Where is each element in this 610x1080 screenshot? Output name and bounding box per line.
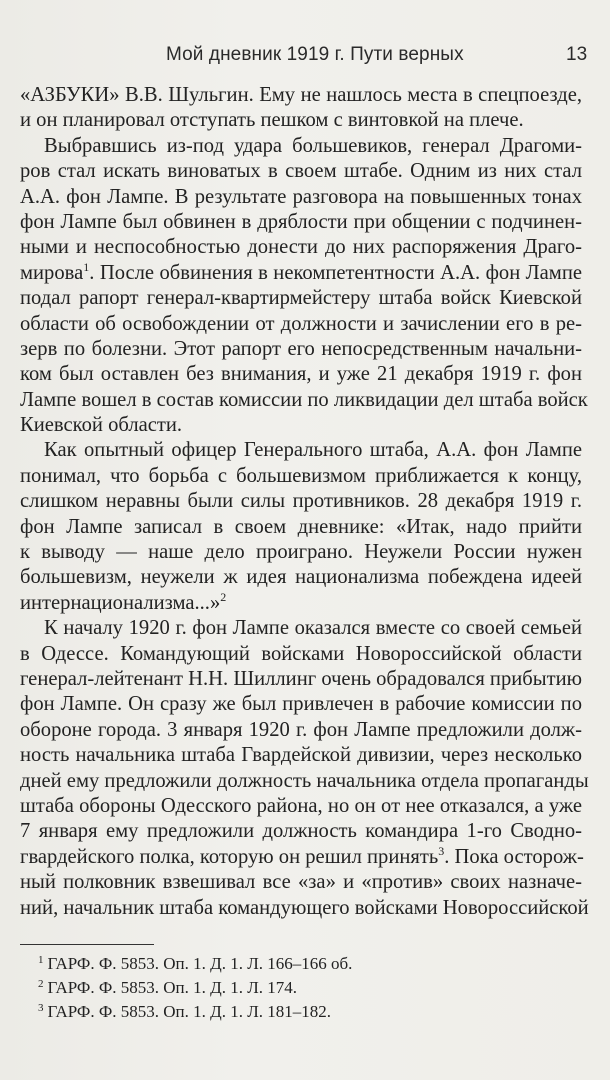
text-line-content: и он планировал отступать пешком с винтовкой на плече. xyxy=(20,109,524,132)
text-line-content: обороне города. 3 января 1920 г. фон Лампе предложили долж- xyxy=(20,718,582,741)
text-line xyxy=(20,896,589,921)
text-line-content: 7 января ему предложили должность командира 1-го Сводно- xyxy=(20,820,582,843)
footnote-text: ГАРФ. Ф. 5853. Оп. 1. Д. 1. Л. 174. xyxy=(47,978,298,997)
page-header xyxy=(0,44,610,72)
footnote-reference: 3 xyxy=(438,843,445,858)
footnote-reference: 2 xyxy=(220,589,227,604)
running-title: Мой дневник 1919 г. Пути верных xyxy=(166,44,464,65)
text-line-content: ний, начальник штаба командующего войсками Новороссийской xyxy=(20,896,589,919)
text-line xyxy=(20,464,582,489)
text-line xyxy=(20,794,582,819)
text-line xyxy=(20,743,582,768)
page-number: 13 xyxy=(566,44,588,65)
text-line-content: К началу 1920 г. фон Лампе оказался вместе со своей семьей xyxy=(44,617,582,640)
text-line xyxy=(20,565,582,590)
text-line xyxy=(20,819,582,844)
text-line-content: гвардейского полка, которую он решил принять xyxy=(20,845,439,868)
footnote xyxy=(38,1000,352,1024)
text-line xyxy=(20,210,582,235)
text-line-content: зерв по болезни. Этот рапорт его непосредственным начальни- xyxy=(20,337,582,360)
text-line xyxy=(20,108,582,133)
footnote-text: ГАРФ. Ф. 5853. Оп. 1. Д. 1. Л. 166–166 об. xyxy=(47,954,353,973)
text-line-content: дней ему предложили должность начальника отдела пропаганды xyxy=(20,769,589,792)
text-line xyxy=(20,515,582,540)
text-line-content: ный полковник взвешивал все «за» и «против» своих назначе- xyxy=(20,871,582,894)
text-line xyxy=(20,159,582,184)
text-line xyxy=(20,540,582,565)
text-line xyxy=(20,438,582,463)
text-line-content: области об освобождении от должности и зачислении его в ре- xyxy=(20,312,582,335)
text-line-content: слишком неравны были силы противников. 28 декабря 1919 г. xyxy=(20,490,582,513)
text-line-content: подал рапорт генерал-квартирмейстеру штаба войск Киевской xyxy=(20,287,582,310)
text-line-content: фон Лампе. Он сразу же был привлечен в рабочие комиссии по xyxy=(20,693,582,716)
text-line-content: фон Лампе записал в своем дневнике: «Итак, надо прийти xyxy=(20,515,582,538)
footnote-divider xyxy=(20,944,154,945)
text-line-content: ров стал искать виноватых в своем штабе. Одним из них стал xyxy=(20,160,582,183)
footnote-mark: 2 xyxy=(38,978,44,990)
text-line-content: А.А. фон Лампе. В результате разговора на повышенных тонах xyxy=(20,185,582,208)
footnote-reference: 1 xyxy=(83,259,90,274)
text-line-content: понимал, что борьба с большевизмом приближается к концу, xyxy=(20,464,582,487)
text-line xyxy=(20,286,582,311)
text-line-content: генерал-лейтенант Н.Н. Шиллинг очень обрадовался прибытию xyxy=(20,667,582,690)
text-line-continuation: . Пока осторож- xyxy=(444,845,584,868)
text-line-content: Как опытный офицер Генерального штаба, А.А. фон Лампе xyxy=(44,439,582,462)
text-line xyxy=(20,718,582,743)
body-text xyxy=(20,83,589,921)
text-line-content: Выбравшись из-под удара большевиков, генерал Драгоми- xyxy=(44,134,582,157)
text-line xyxy=(20,134,582,159)
footnote xyxy=(38,952,352,976)
text-line xyxy=(20,261,582,286)
text-line-content: ком был оставлен без внимания, и уже 21 декабря 1919 г. фон xyxy=(20,363,582,386)
text-line xyxy=(20,388,588,413)
footnote-text: ГАРФ. Ф. 5853. Оп. 1. Д. 1. Л. 181–182. xyxy=(47,1002,332,1021)
text-line xyxy=(20,667,582,692)
text-line-content: «АЗБУКИ» В.В. Шульгин. Ему не нашлось места в спецпоезде, xyxy=(20,84,582,106)
text-line-content: ными и неспособностью донести до них распоряжения Драго- xyxy=(20,236,582,259)
footnote xyxy=(38,976,352,1000)
text-line xyxy=(20,692,582,717)
text-line xyxy=(20,312,582,337)
text-line xyxy=(20,870,582,895)
text-line xyxy=(20,413,582,438)
text-line-content: ность начальника штаба Гвардейской дивизии, через несколько xyxy=(20,744,582,767)
text-line xyxy=(20,845,582,870)
text-line xyxy=(20,83,582,108)
text-line-content: в Одессе. Командующий войсками Новороссийской области xyxy=(20,642,582,665)
text-line xyxy=(20,489,582,514)
text-line-content: Киевской области. xyxy=(20,414,183,437)
text-line xyxy=(20,235,582,260)
footnote-mark: 1 xyxy=(38,954,44,966)
footnote-mark: 3 xyxy=(38,1002,44,1014)
text-line-content: к выводу — наше дело проиграно. Неужели России нужен xyxy=(20,541,582,564)
text-line-content: Лампе вошел в состав комиссии по ликвидации дел штаба войск xyxy=(20,388,588,411)
text-line xyxy=(20,337,582,362)
text-line-content: большевизм, неужели ж идея национализма побеждена идеей xyxy=(20,566,582,589)
text-line-content: штаба обороны Одесского района, но он от нее отказался, а уже xyxy=(20,794,582,817)
text-line xyxy=(20,616,582,641)
text-line-content: фон Лампе был обвинен в дряблости при общении с подчинен- xyxy=(20,210,582,233)
text-line xyxy=(20,362,582,387)
text-line-continuation: . После обвинения в некомпетентности А.А. фон Лампе xyxy=(89,261,582,284)
text-line-content: мирова xyxy=(20,261,84,284)
text-line-content: интернационализма...» xyxy=(20,591,221,614)
text-line xyxy=(20,591,582,616)
footnotes xyxy=(38,952,352,1024)
text-line xyxy=(20,769,589,794)
text-line xyxy=(20,185,582,210)
text-line xyxy=(20,642,582,667)
